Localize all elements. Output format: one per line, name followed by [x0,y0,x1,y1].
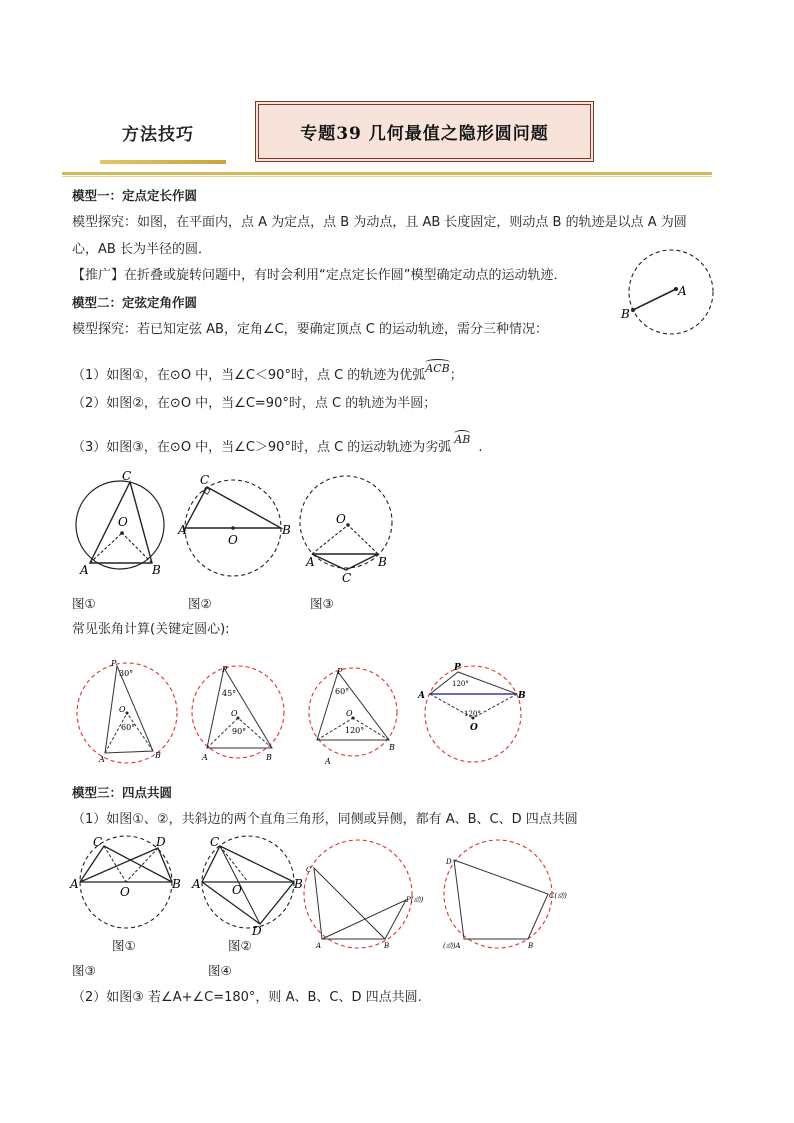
arc-acb-label: ACB [425,362,450,375]
label-b: B [378,555,387,569]
top-angle: 30° [119,669,134,678]
fig3-label: 图③ [310,596,334,611]
angle-fig-45 [190,660,290,772]
center-o [120,531,124,535]
label-o: O [336,512,346,526]
center-o [231,526,235,530]
circle [304,840,412,948]
model2-case1 [72,362,463,384]
label-o: O [470,723,478,733]
case1-end: ； [449,368,463,383]
model3-heading: 模型三：四点共圆 [72,785,173,800]
center-angle: 120° [345,726,365,735]
triangle [105,666,153,753]
arc-mark [425,359,449,366]
model3-case2: （2）如图③ 若∠A+∠C=180°，则 A、B、C、D 四点共圆. [72,990,422,1005]
label-c: C [200,473,210,487]
top-angle: 120° [452,680,469,688]
radius-oa [90,533,122,563]
model1-explore-line1: 模型探究：如图，在平面内，点 A 为定点，点 B 为动点，且 AB 长度固定，则动点 B 的轨迹是以点 A 为圆 [72,215,687,230]
radius-oc [220,846,248,882]
angle-fig-120 [418,658,528,770]
label-a: A [80,563,89,577]
label-c: C [342,571,352,585]
arc-ab [454,432,470,448]
label-a: A [99,755,105,764]
label-b: B [389,743,395,752]
label-c: C [306,866,312,874]
case3-end: . [478,440,483,455]
label-d: D [156,835,166,849]
model3-fig3 [302,838,424,956]
model2-case2: （2）如图②，在⊙O 中，当∠C=90°时，点 C 的轨迹为半圆； [72,396,437,411]
label-c: C [122,469,132,483]
point-b [631,308,635,312]
label-a-moving: (动)A [443,942,461,950]
radius-segment [633,289,676,310]
label-o: O [232,883,242,897]
fig2-label: 图② [188,596,212,611]
label-a: A [202,753,208,762]
label-o: O [228,533,238,547]
label-b: B [155,751,161,760]
model2-explore: 模型探究：若已知定弦 AB，定角∠C，要确定顶点 C 的运动轨迹，需分三种情况： [72,322,549,337]
label-o: O [346,709,353,718]
label-a: A [325,757,331,766]
label-c: C [210,835,220,849]
label-p: P [222,665,228,674]
model2-case3 [72,433,483,456]
label-b: B [621,307,630,321]
arc-acb [425,361,449,377]
radius-ob [127,713,153,751]
model1-figure [618,250,718,345]
label-o: O [119,705,126,714]
angle-fig-60 [305,660,405,772]
sub-label-2: 图② [228,938,252,953]
model2-heading: 模型二：定弦定角作圆 [72,295,198,310]
label-b: B [384,942,390,950]
label-p: P [111,659,117,668]
triangle-adb [80,848,172,882]
center-angle: 120° [464,710,481,718]
triangle-acb [202,846,294,882]
circle [309,668,397,756]
circle [444,840,552,948]
top-angle: 60° [335,687,350,696]
method-underline [100,160,226,164]
page-title: 专题39 几何最值之隐形圆问题 [300,124,549,144]
triangle-adb [202,882,294,924]
label-c-moving: C(动) [549,892,567,900]
case1-text: （1）如图①，在⊙O 中，当∠C＜90°时，点 C 的轨迹为优弧 [72,368,426,383]
radius-oa [105,713,127,753]
sub-label-1: 图① [112,938,136,953]
label-a: A [316,942,322,950]
label-p: P(动) [406,896,424,904]
label-p: P [454,663,461,673]
arc-ab-label: AB [454,433,471,446]
triangle-apb [322,900,406,939]
label-b: B [518,691,526,701]
label-o: O [231,709,238,718]
fig2-svg [178,470,298,580]
label-a: A [678,284,687,298]
model3-fig4 [436,838,566,956]
title-box [258,104,591,159]
model1-heading: 模型一：定点定长作圆 [72,188,198,203]
quadrilateral [454,860,548,939]
fig4-label: 图④ [208,963,232,978]
model3-case1: （1）如图①、②，共斜边的两个直角三角形，同侧或异侧，都有 A、B、C、D 四点共圆 [72,812,578,827]
header-divider [62,172,712,175]
label-a: A [306,555,315,569]
center-angle: 60° [121,723,136,732]
center-angle: 90° [232,727,247,736]
method-label: 方法技巧 [122,125,194,145]
label-b: B [152,563,161,577]
arc-mark [454,430,470,437]
case3-text: （3）如图③，在⊙O 中，当∠C＞90°时，点 C 的运动轨迹为劣弧 [72,440,452,455]
triangle-acb [314,868,385,939]
center-o [346,523,350,527]
fig1-svg [70,470,175,580]
fig3-svg [300,470,400,585]
label-a: A [178,523,187,537]
label-o: O [120,885,130,899]
radius-oa [312,525,348,554]
label-d: D [252,924,262,938]
label-a: A [192,877,201,891]
label-a: A [418,691,425,701]
model1-explore-line2: 心，AB 长为半径的圆． [72,242,211,257]
header-divider-thin [62,176,712,177]
triangle [430,672,517,694]
label-b: B [172,877,181,891]
label-b: B [528,942,534,950]
angle-calc-heading: 常见张角计算(关键定圆心): [72,622,230,637]
radius-od [126,848,158,882]
label-b: B [294,877,303,891]
label-p: P [337,667,343,676]
model3-fig2 [192,832,307,937]
label-o: O [118,515,128,529]
triangle [207,668,272,748]
center-o [126,712,129,715]
top-angle: 45° [222,689,237,698]
label-b: B [282,523,291,537]
label-b: B [266,753,272,762]
label-d: D [446,858,452,866]
label-a: A [70,877,79,891]
label-c: C [93,835,103,849]
model1-extend: 【推广】在折叠或旋转问题中，有时会利用“定点定长作圆”模型确定动点的运动轨迹． [72,268,567,283]
angle-fig-30 [75,658,185,770]
model3-fig1 [70,832,185,937]
radius-ob [348,525,378,554]
fig1-label: 图① [72,596,96,611]
fig3-label: 图③ [72,963,96,978]
